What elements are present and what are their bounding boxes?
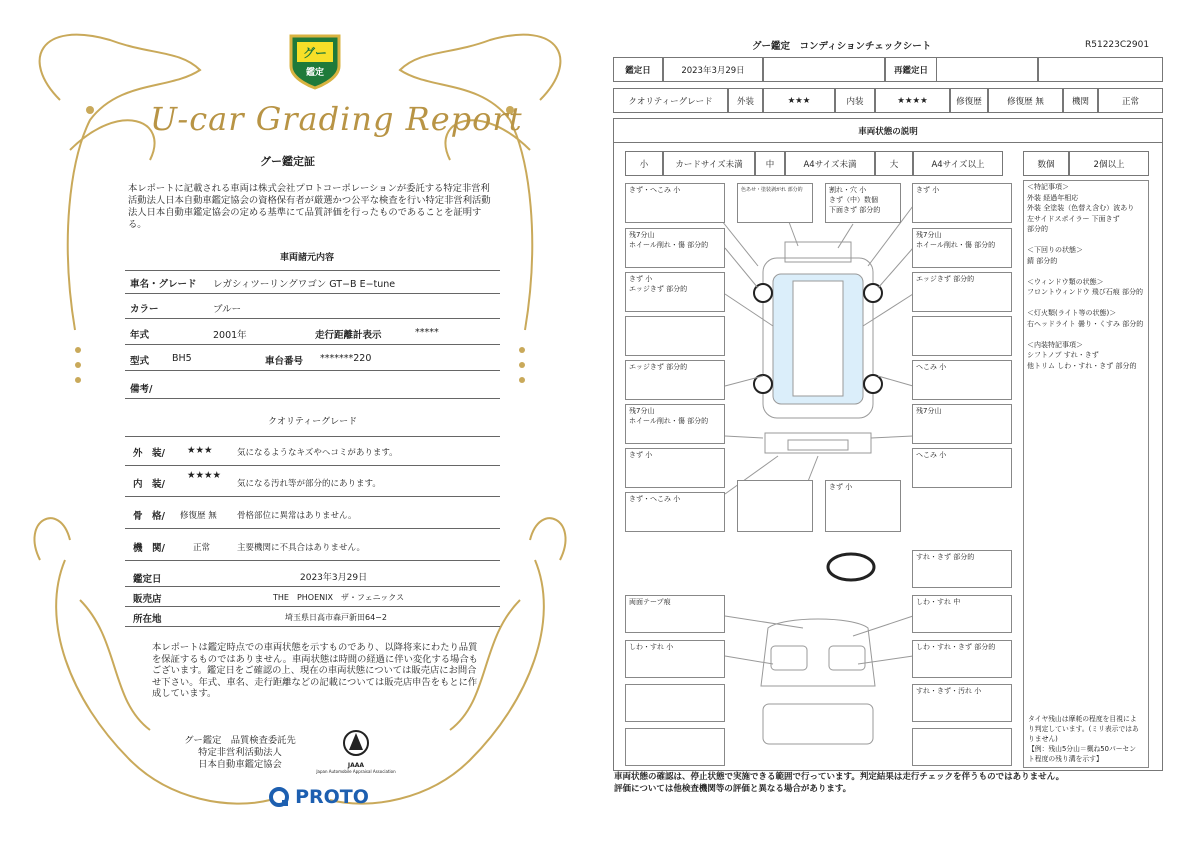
- year-label: 年式: [130, 330, 150, 341]
- note-right-door-front: [912, 316, 1012, 356]
- model-value: BH5: [172, 353, 192, 364]
- note-left-fender: きず 小 エッジきず 部分的: [625, 272, 725, 312]
- model-label: 型式: [130, 356, 150, 367]
- size-small-desc: カードサイズ未満: [663, 151, 755, 176]
- bottom-notes: [614, 771, 1064, 795]
- certificate-footnote: 本レポートは鑑定時点での車両状態を示すものであり、以降将来にわたり品質を保証するものではありません。車両状態は時間の経過に伴い変化する場合もございます。鑑定日をご確認の上、現在の車両状態については販売店にお問合せ下さい。年式、車名、走行距離などの記載については販売店申告をもとに作成しています。: [152, 642, 478, 699]
- mileage-label: 走行距離計表示: [315, 330, 382, 341]
- note-cargo-left: [625, 728, 725, 766]
- note-cargo-right: [912, 728, 1012, 766]
- frame-value: 修復歴 無: [180, 511, 217, 521]
- dealer-value: THE PHOENIX ザ・フェニックス: [273, 593, 405, 602]
- chassis-label: 車台番号: [265, 356, 304, 367]
- note-tire-rear-left: 残7分山 ホイール削れ・傷 部分的: [625, 404, 725, 444]
- size-small: 小: [625, 151, 663, 176]
- grade-heading: クオリティーグレード: [268, 417, 358, 427]
- note-right-door-rear: へこみ 小: [912, 360, 1012, 400]
- note-rear-right: へこみ 小: [912, 448, 1012, 488]
- assoc-line-1: グー鑑定 品質検査委託先: [184, 735, 296, 746]
- year-value: 2001年: [213, 330, 247, 341]
- right-date-value: 2023年3月29日: [663, 57, 763, 82]
- size-large: 大: [875, 151, 913, 176]
- size-mid: 中: [755, 151, 785, 176]
- date-value: 2023年3月29日: [300, 573, 368, 583]
- bottom-note-1: 車両状態の確認は、停止状態で実施できる範囲で行っています。判定結果は走行チェックを伴うものではありません。: [614, 772, 1065, 782]
- spec-heading: 車両諸元内容: [280, 253, 335, 263]
- badge-bottom-text: 鑑定: [305, 68, 324, 78]
- chassis-value: *******220: [320, 353, 372, 364]
- jaaa-label: JAAA: [347, 762, 365, 769]
- jaaa-logo: [316, 728, 396, 774]
- note-tire-rear-right: 残7分山: [912, 404, 1012, 444]
- note-tire-front-right: 残7分山 ホイール削れ・傷 部分的: [912, 228, 1012, 268]
- name-label: 車名・グレード: [130, 279, 197, 290]
- steering-wheel-icon: [828, 554, 874, 580]
- badge-top-text: グー: [302, 46, 327, 60]
- note-front-bumper: 割れ・穴 小 きず（中）数個 下面きず 部分的: [825, 183, 901, 223]
- ext-stars: ★★★: [763, 88, 835, 113]
- frame-label: 骨 格/: [133, 511, 165, 522]
- note-hood: 色あせ・塗装剥がれ 部分的: [737, 183, 813, 223]
- note-left-door-rear: エッジきず 部分的: [625, 360, 725, 400]
- proto-mark-icon: [268, 786, 290, 808]
- proto-logo-text: PROTO: [295, 786, 369, 808]
- engine-value-right: 正常: [1098, 88, 1163, 113]
- date-divider: [1037, 57, 1039, 82]
- dealer-label: 販売店: [133, 594, 162, 605]
- size-mid-desc: A4サイズ未満: [785, 151, 875, 176]
- row-year: [125, 322, 500, 345]
- note-right-fender: エッジきず 部分的: [912, 272, 1012, 312]
- reinspect-label: 再鑑定日: [885, 57, 937, 82]
- interior-stars: ★★★★: [187, 470, 222, 481]
- row-frame: [125, 498, 500, 529]
- count-desc: 2個以上: [1069, 151, 1149, 176]
- assoc-line-3: 日本自動車鑑定協会: [198, 759, 282, 770]
- exterior-text: 気になるようなキズやヘコミがあります。: [237, 448, 398, 458]
- assoc-line-2: 特定非営利活動法人: [198, 747, 282, 758]
- repair-label: 修復歴: [950, 88, 988, 113]
- note-dashboard: 両面テープ痕: [625, 595, 725, 633]
- note-rear-bumper: きず 小: [825, 480, 901, 532]
- note-steering: すれ・きず 部分的: [912, 550, 1012, 588]
- row-engine: [125, 530, 500, 561]
- color-value: ブルー: [213, 304, 242, 315]
- association-info: [170, 735, 310, 771]
- note-driver-seat: しわ・すれ 中: [912, 595, 1012, 633]
- note-front-left-bumper: きず・へこみ 小: [625, 183, 725, 223]
- right-date-label: 鑑定日: [613, 57, 663, 82]
- interior-label: 内 装/: [133, 479, 165, 490]
- certificate-title: グー鑑定証: [260, 155, 315, 168]
- note-passenger-seat: しわ・すれ 小: [625, 640, 725, 678]
- exterior-label: 外 装/: [133, 448, 165, 459]
- note-rear-left: きず 小: [625, 448, 725, 488]
- special-notes: ＜特記事項＞ 外装 経過年相応 外装 全塗装（色替え含む）波あり 左サイドスポイラー 下面きず 部分的 ＜下回りの状態＞ 錆 部分的 ＜ウィンドウ類の状態＞ フロントウィンドウ 飛び石痕 部分的 ＜灯火類(ライト等の状態)＞ 右ヘッドライト 曇り・くすみ 部分的 ＜内装特記事項＞ シフトノブ すれ・きず 他トリム しわ・すれ・きず 部分的: [1023, 180, 1149, 768]
- row-model: [125, 348, 500, 371]
- repair-value: 修復歴 無: [988, 88, 1063, 113]
- remarks-label: 備考/: [130, 384, 153, 395]
- row-dealer: [125, 588, 500, 607]
- frame-text: 骨格部位に異常はありません。: [237, 511, 357, 521]
- size-large-desc: A4サイズ以上: [913, 151, 1003, 176]
- note-rear-seat-left: [625, 684, 725, 722]
- count-label: 数個: [1023, 151, 1069, 176]
- row-interior: [125, 466, 500, 497]
- sheet-title: グー鑑定 コンディションチェックシート: [752, 41, 932, 52]
- report-id: R51223C2901: [1085, 40, 1150, 50]
- interior-text: 気になる汚れ等が部分的にあります。: [237, 479, 381, 489]
- engine-label-right: 機関: [1063, 88, 1098, 113]
- note-rear-bumper-left: きず・へこみ 小: [625, 492, 725, 532]
- jaaa-emblem-icon: [341, 728, 371, 758]
- note-front-right: きず 小: [912, 183, 1012, 223]
- note-left-door-front: [625, 316, 725, 356]
- row-exterior: [125, 436, 500, 466]
- bottom-note-2: 評価については他検査機関等の評価と異なる場合があります。: [614, 784, 852, 794]
- row-color: [125, 296, 500, 319]
- tire-note: タイヤ残山は摩耗の程度を目視により判定しています。(ミリ表示ではありません) 【例：残山5分山＝概ね50パーセント程度の残り溝を示す】: [1025, 713, 1145, 765]
- row-remarks: [125, 376, 500, 399]
- row-name: [125, 270, 500, 294]
- address-label: 所在地: [133, 614, 162, 625]
- row-date: [125, 566, 500, 587]
- qg-label: クオリティーグレード: [613, 88, 728, 113]
- state-heading: 車両状態の説明: [613, 118, 1163, 143]
- proto-logo: [268, 786, 369, 808]
- address-value: 埼玉県日高市森戸新田64−2: [285, 613, 387, 622]
- note-console: しわ・すれ・きず 部分的: [912, 640, 1012, 678]
- certificate-intro: 本レポートに記載される車両は株式会社プロトコーポレーションが委託する特定非営利活動法人日本自動車鑑定協会の資格保有者が厳選かつ公平な検査を行い特定非営利活動法人日本自動車鑑定協会の定める基準にて品質評価を行ったものであることを証明する。: [128, 183, 491, 230]
- int-label: 内装: [835, 88, 875, 113]
- engine-text: 主要機関に不具合はありません。: [237, 543, 366, 553]
- note-trunk: [737, 480, 813, 532]
- int-stars: ★★★★: [875, 88, 950, 113]
- name-value: レガシィツーリングワゴン GT−B E−tune: [213, 279, 396, 290]
- ext-label: 外装: [728, 88, 763, 113]
- mileage-value: *****: [415, 327, 439, 338]
- jaaa-sub: Japan Automobile Appraisal Association: [316, 769, 396, 774]
- note-rear-seat-right: すれ・きず・汚れ 小: [912, 684, 1012, 722]
- engine-value: 正常: [193, 543, 211, 553]
- script-title: U-car Grading Report: [150, 100, 523, 138]
- date-blank-cell: [763, 57, 885, 82]
- exterior-stars: ★★★: [187, 445, 213, 456]
- date-label: 鑑定日: [133, 574, 162, 585]
- color-label: カラー: [130, 304, 159, 315]
- row-address: [125, 608, 500, 627]
- goo-appraisal-badge: [287, 32, 343, 90]
- engine-label: 機 関/: [133, 543, 165, 554]
- note-tire-front-left: 残7分山 ホイール削れ・傷 部分的: [625, 228, 725, 268]
